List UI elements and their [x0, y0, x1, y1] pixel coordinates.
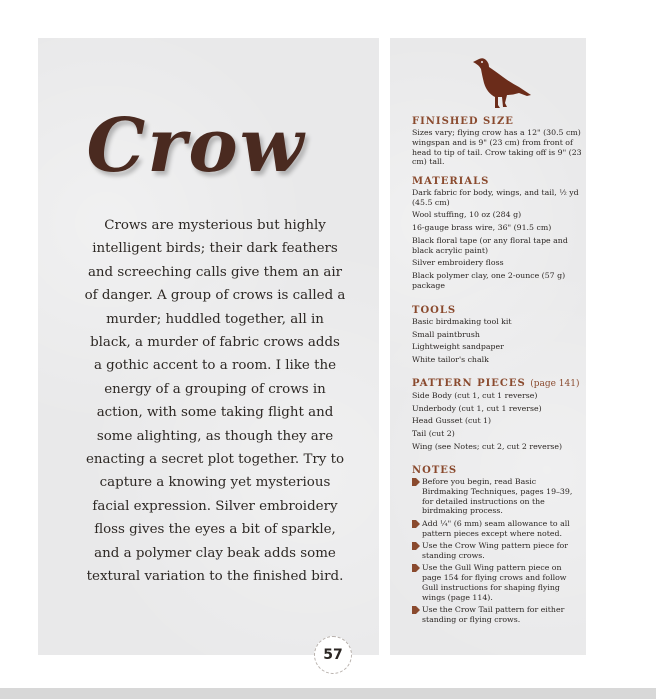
page-number-badge: 57 — [314, 636, 352, 674]
list-item: Wool stuffing, 10 oz (284 g) — [412, 210, 522, 220]
intro-paragraph: Crows are mysterious but highly intelligent birds; their dark feathers and screeching calls give them an air of danger. A group of crows is called a murder; huddled together, all in black, a murder of fabric crows adds a gothic accent to a room. I like the energy of a grouping of crows in action, with some taking flight and some alighting, as though they are enacting a secret plot together. Try to capture a knowing yet mysterious facial expression. Silver embroidery floss gives the eyes a bit of sparkle, and a polymer clay beak adds some textural variation to the finished bird. — [84, 218, 346, 585]
note-item — [412, 605, 582, 625]
page-title: Crow — [86, 103, 306, 189]
notes-section — [412, 464, 582, 627]
list-item: Wing (see Notes; cut 2, cut 2 reverse) — [412, 441, 563, 451]
note-text: Use the Crow Tail pattern for either standing or flying crows. — [422, 604, 565, 624]
arrow-bullet-icon — [412, 542, 420, 550]
materials-heading: MATERIALS — [412, 176, 490, 187]
list-item: White tailor's chalk — [412, 355, 489, 365]
finished-size-section — [412, 115, 582, 167]
notes-heading: NOTES — [412, 465, 458, 476]
note-text: Use the Crow Wing pattern piece for standing crows. — [422, 540, 568, 560]
list-item: Black floral tape (or any floral tape and black acrylic paint) — [412, 235, 568, 255]
note-text: Before you begin, read Basic Birdmaking Techniques, pages 19–39, for detailed instructions on the birdmaking process. — [422, 477, 573, 516]
list-item: Black polymer clay, one 2-ounce (57 g) package — [412, 271, 566, 290]
list-item: Small paintbrush — [412, 329, 480, 339]
crow-icon — [467, 53, 533, 109]
note-item — [412, 519, 582, 539]
materials-section — [412, 175, 582, 294]
note-item — [412, 541, 582, 561]
arrow-bullet-icon — [412, 478, 420, 486]
list-item: Tail (cut 2) — [412, 429, 455, 439]
bottom-divider — [0, 688, 656, 699]
pattern-pieces-title: PATTERN PIECES — [412, 378, 526, 389]
note-text: Add ¼" (6 mm) seam allowance to all pattern pieces except where noted. — [422, 518, 570, 538]
list-item: 16-gauge brass wire, 36" (91.5 cm) — [412, 223, 552, 233]
tools-section — [412, 304, 582, 368]
note-text: Use the Gull Wing pattern piece on page 154 for flying crows and follow Gull instructions for shaping flying wings (page 114). — [422, 563, 567, 602]
pattern-pieces-section — [412, 377, 582, 454]
pattern-pieces-heading — [412, 377, 582, 391]
arrow-bullet-icon — [412, 564, 420, 572]
arrow-bullet-icon — [412, 606, 420, 614]
tools-heading: TOOLS — [412, 305, 457, 316]
list-item: Lightweight sandpaper — [412, 342, 504, 352]
list-item: Underbody (cut 1, cut 1 reverse) — [412, 403, 542, 413]
list-item: Head Gusset (cut 1) — [412, 416, 492, 426]
note-item — [412, 563, 582, 602]
finished-size-text: Sizes vary; flying crow has a 12" (30.5 cm) wingspan and is 9" (23 cm) from front of head to tip of tail. Crow taking off is 9" (23 cm) tall. — [412, 128, 582, 167]
list-item: Dark fabric for body, wings, and tail, ½ yd (45.5 cm) — [412, 188, 579, 207]
list-item: Silver embroidery floss — [412, 258, 504, 268]
arrow-bullet-icon — [412, 520, 420, 528]
pattern-pieces-page-ref: (page 141) — [530, 379, 580, 389]
note-item — [412, 477, 582, 516]
finished-size-heading: FINISHED SIZE — [412, 116, 514, 127]
list-item: Basic birdmaking tool kit — [412, 317, 512, 326]
list-item: Side Body (cut 1, cut 1 reverse) — [412, 391, 538, 400]
